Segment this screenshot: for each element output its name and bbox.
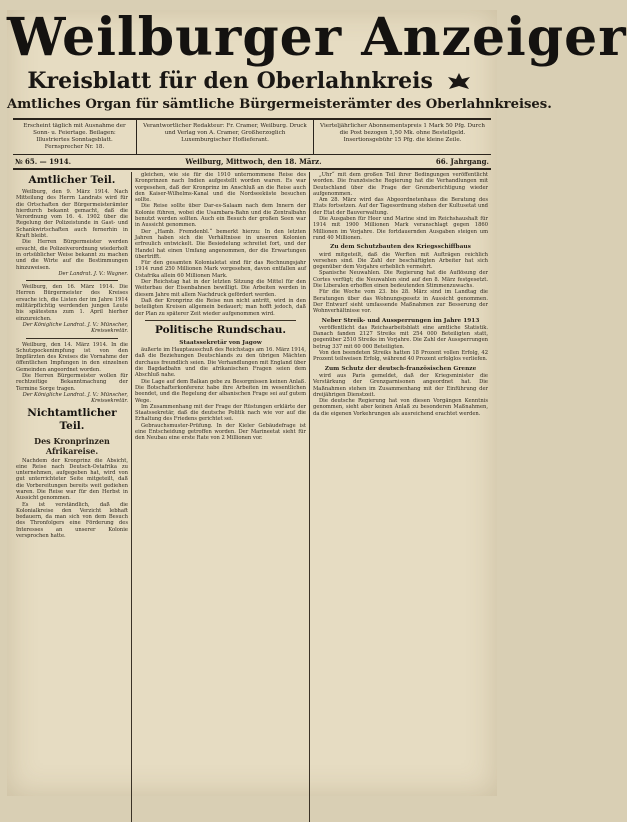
- paragraph: veröffentlicht das Reichsarbeitsblatt eine amtliche Statistik. Danach fanden 2127 Streiks mit 254 000 Beteiligten statt, gegenüber 2510 Streiks im Vorjahre. Die Zahl der Aussperrungen betrug 337 mit 60 000 Beteiligten.: [313, 324, 488, 350]
- article-columns: [13, 172, 491, 822]
- paragraph: Daß der Kronprinz die Reise nun nicht antritt, wird in den beteiligten Kreisen allgemein bedauert; man hofft jedoch, daß der Plan zu späterer Zeit wieder aufgenommen wird.: [135, 297, 306, 317]
- eagle-icon: [445, 71, 473, 93]
- paragraph: „Uhr“ mit dem großen Teil ihrer Bedingungen veröffentlicht worden. Die französische Regierung hat die Verhandlungen mit Deutschland über die Frage der Grenzberichtigung wieder aufgenommen.: [313, 172, 488, 197]
- paragraph: Es ist verständlich, daß die Kolonialkreise den Verzicht lebhaft bedauern, da man sich von dem Besuch des Thronfolgers eine Förderung des Interesses an unserer Kolonie versprochen hatte.: [16, 501, 128, 540]
- paragraph: Die Herren Bürgermeister wollen für rechtzeitige Bekanntmachung der Termine Sorge tragen.: [16, 373, 128, 392]
- issue-number: № 65. — 1914.: [15, 157, 72, 166]
- paragraph: Im Zusammenhang mit der Frage der Rüstungen erklärte der Staatssekretär, daß die deutsche Politik nach wie vor auf die Erhaltung des Friedens gerichtet sei.: [135, 403, 306, 423]
- issue-date: Weilburg, Mittwoch, den 18. März.: [185, 157, 322, 166]
- paragraph: Von den beendeten Streiks hatten 18 Prozent vollen Erfolg, 42 Prozent teilweisen Erfolg, während 40 Prozent erfolglos verliefen.: [313, 350, 488, 363]
- divider: [26, 338, 118, 339]
- paragraph: Die Herren Bürgermeister werden ersucht, die Polizeiverordnung wiederholt in ortsüblicher Weise bekannt zu machen und die Wirte auf die Bestimmungen hinzuweisen.: [16, 239, 128, 271]
- paragraph: Weilburg, den 14. März 1914. In die Schutzpockenimpfung ist von den Impfärzten des Kreises die Vornahme der öffentlichen Impfungen in den einzelnen Gemeinden angeordnet worden.: [16, 341, 128, 373]
- subtitle-text: Kreisblatt für den Oberlahnkreis: [27, 68, 433, 94]
- article-headline: Zu dem Schutzbauten des Kriegsschiffbaus: [330, 244, 471, 251]
- paragraph: Am 28. März wird das Abgeordnetenhaus die Beratung des Etats fortsetzen. Auf der Tagesordnung stehen der Kultusetat und der Etat der Bauverwaltung.: [313, 197, 488, 216]
- info-publication: Erscheint täglich mit Ausnahme der Sonn- u. Feiertage. Beilagen: Illustriertes Sonntagsblatt. Fernsprecher Nr. 18.: [13, 120, 137, 154]
- paragraph: Weilburg, den 16. März 1914. Die Herren Bürgermeister des Kreises ersuche ich, die Listen der im Jahre 1914 militärpflichtig werdenden jungen Leute bis spätestens zum 1. April hierher einzureichen.: [16, 284, 128, 322]
- volume-number: 66. Jahrgang.: [435, 157, 489, 166]
- info-editor: Verantwortlicher Redakteur: Fr. Cramer, Weilburg. Druck und Verlag von A. Cramer, Großherzoglich Luxemburgischer Hoflieferant.: [137, 120, 314, 154]
- paragraph: Die Lage auf dem Balkan gebe zu Besorgnissen keinen Anlaß. Die Botschafterkonferenz habe ihre Arbeiten im wesentlichen beendet, und die Regelung der albanischen Frage sei auf gutem Wege.: [135, 378, 306, 404]
- section-heading-politics: Politische Rundschau.: [154, 323, 287, 336]
- paragraph: gleichen, wie sie für die 1910 unternommene Reise des Kronprinzen nach Indien aufgestellt worden waren. Es war vorgesehen, daß der Kronprinz im Anschluß an die Reise auch den Kaiser-Wilhelms-Kanal und die Nordseeküste besuchen sollte.: [135, 172, 306, 204]
- paragraph: Für die Woche vom 23. bis 28. März sind im Landtag die Beratungen über das Wohnungsgesetz in Aussicht genommen. Der Entwurf sieht umfassende Maßnahmen zur Besserung der Wohnverhältnisse vor.: [313, 289, 488, 315]
- signature: Der Landrat. J. V.: Wagner.: [58, 270, 128, 277]
- signature: Der Königliche Landrat. J. V.: Münscher, Kreissekretär.: [22, 321, 128, 335]
- date-bar: [13, 155, 491, 170]
- masthead-organ-line: Amtliches Organ für sämtliche Bürgermeisterämter des Oberlahnkreises.: [7, 97, 552, 112]
- paragraph: wird aus Paris gemeldet, daß der Kriegsminister die Verstärkung der Grenzgarnisonen angeordnet hat. Die Maßnahmen stehen im Zusammenhang mit der Einführung der dreijährigen Dienstzeit.: [313, 372, 488, 398]
- signature: Der Königliche Landrat. J. V.: Münscher, Kreissekretär.: [22, 391, 128, 405]
- article-headline: Staatssekretär von Jagow: [179, 339, 262, 346]
- paragraph: wird mitgeteilt, daß die Werften mit Aufträgen reichlich versehen sind. Die Zahl der beschäftigten Arbeiter hat sich gegenüber dem Vorjahre erheblich vermehrt.: [313, 251, 488, 271]
- paragraph: Spanische Neuwahlen. Die Regierung hat die Auflösung der Cortes verfügt; die Neuwahlen sind auf den 8. März festgesetzt. Die Liberalen erhoffen einen bedeutenden Stimmenzuwachs.: [313, 270, 488, 290]
- masthead-subtitle: [7, 68, 497, 94]
- paragraph: Der „Hamb. Fremdenbl.“ bemerkt hierzu: In den letzten Jahren haben sich die Verhältnisse in unseren Kolonien erfreulich entwickelt. Die Besiedelung schreitet fort, und der Handel hat einen Umfang angenommen, der die Erwartungen übertrifft.: [135, 228, 306, 260]
- info-bar: [13, 118, 491, 155]
- article-headline: Neber Streik- und Aussperrungen im Jahre 1913: [321, 317, 480, 324]
- info-pricing: Vierteljährlicher Abonnementspreis 1 Mark 50 Pfg. Durch die Post bezogen 1,50 Mk. ohne Bestellgeld. Insertionsgebühr 15 Pfg. die kleine Zeile.: [320, 123, 485, 143]
- masthead-title: Weilburger Anzeiger: [7, 7, 627, 68]
- column-1: [13, 172, 132, 822]
- section-heading-official: Amtlicher Teil.: [28, 174, 116, 186]
- article-headline: Zum Schutz der deutsch-französischen Grenze: [324, 365, 477, 372]
- section-heading-unofficial: Nichtamtlicher Teil.: [27, 406, 117, 432]
- newspaper-page: [7, 7, 627, 796]
- paragraph: Die deutsche Regierung hat von diesen Vorgängen Kenntnis genommen, sieht aber keinen Anlaß zu besonderen Maßnahmen, da die eigenen Vorkehrungen als ausreichend erachtet werden.: [313, 398, 488, 417]
- paragraph: Für den gesamten Kolonialetat sind für das Rechnungsjahr 1914 rund 250 Millionen Mark vorgesehen, davon entfallen auf Ostafrika allein 60 Millionen Mark.: [135, 260, 306, 279]
- paragraph: Nachdem der Kronprinz die Absicht, eine Reise nach Deutsch-Ostafrika zu unternehmen, aufgegeben hat, wird von gut unterrichteter Seite mitgeteilt, daß die Vorbereitungen bereits weit gediehen waren. Die Reise war für den Herbst in Aussicht genommen.: [16, 457, 128, 502]
- paragraph: Weilburg, den 9. März 1914. Nach Mitteilung des Herrn Landrats wird für die Ortschaften der Bürgermeisterämter hierdurch bekannt gemacht, daß die Verordnung vom 16. 4. 1902 über die Regelung der Polizeistunde in Gast- und Schankwirtschaften auch fernerhin in Kraft bleibt.: [16, 189, 128, 240]
- paragraph: Der Reichstag hat in der letzten Sitzung die Mittel für den Weiterbau der Eisenbahnen bewilligt. Die Arbeiten werden in diesem Jahre mit allem Nachdruck gefördert werden.: [135, 279, 306, 298]
- divider: [26, 280, 118, 281]
- paragraph: Die Reise sollte über Dar-es-Salaam nach dem Innern der Kolonie führen, wobei die Usambara-Bahn und die Zentralbahn benutzt werden sollten. Auch ein Besuch der großen Seen war in Aussicht genommen.: [135, 203, 306, 229]
- paragraph: Die Ausgaben für Heer und Marine sind im Reichshaushalt für 1914 mit 1900 Millionen Mark veranschlagt gegen 1860 Millionen im Vorjahre. Die fortdauernden Ausgaben steigen um rund 40 Millionen.: [313, 216, 488, 241]
- article-headline: Des Kronprinzen Afrikareise.: [34, 435, 110, 456]
- column-2: [132, 172, 310, 822]
- divider: [145, 320, 296, 321]
- paragraph: äußerte im Hauptausschuß des Reichstags am 16. März 1914, daß die Beziehungen Deutschlands zu den übrigen Mächten durchaus freundlich seien. Die Verhandlungen mit England über die Bagdadbahn und die afrikanischen Fragen seien dem Abschluß nahe.: [135, 347, 306, 379]
- paragraph: Gebrauchsmuster-Prüfung. In der Kieler Gebäudefrage ist eine Entscheidung getroffen worden. Der Marineetat sieht für den Neubau eine erste Rate von 2 Millionen vor.: [135, 422, 306, 442]
- column-3: [310, 172, 491, 822]
